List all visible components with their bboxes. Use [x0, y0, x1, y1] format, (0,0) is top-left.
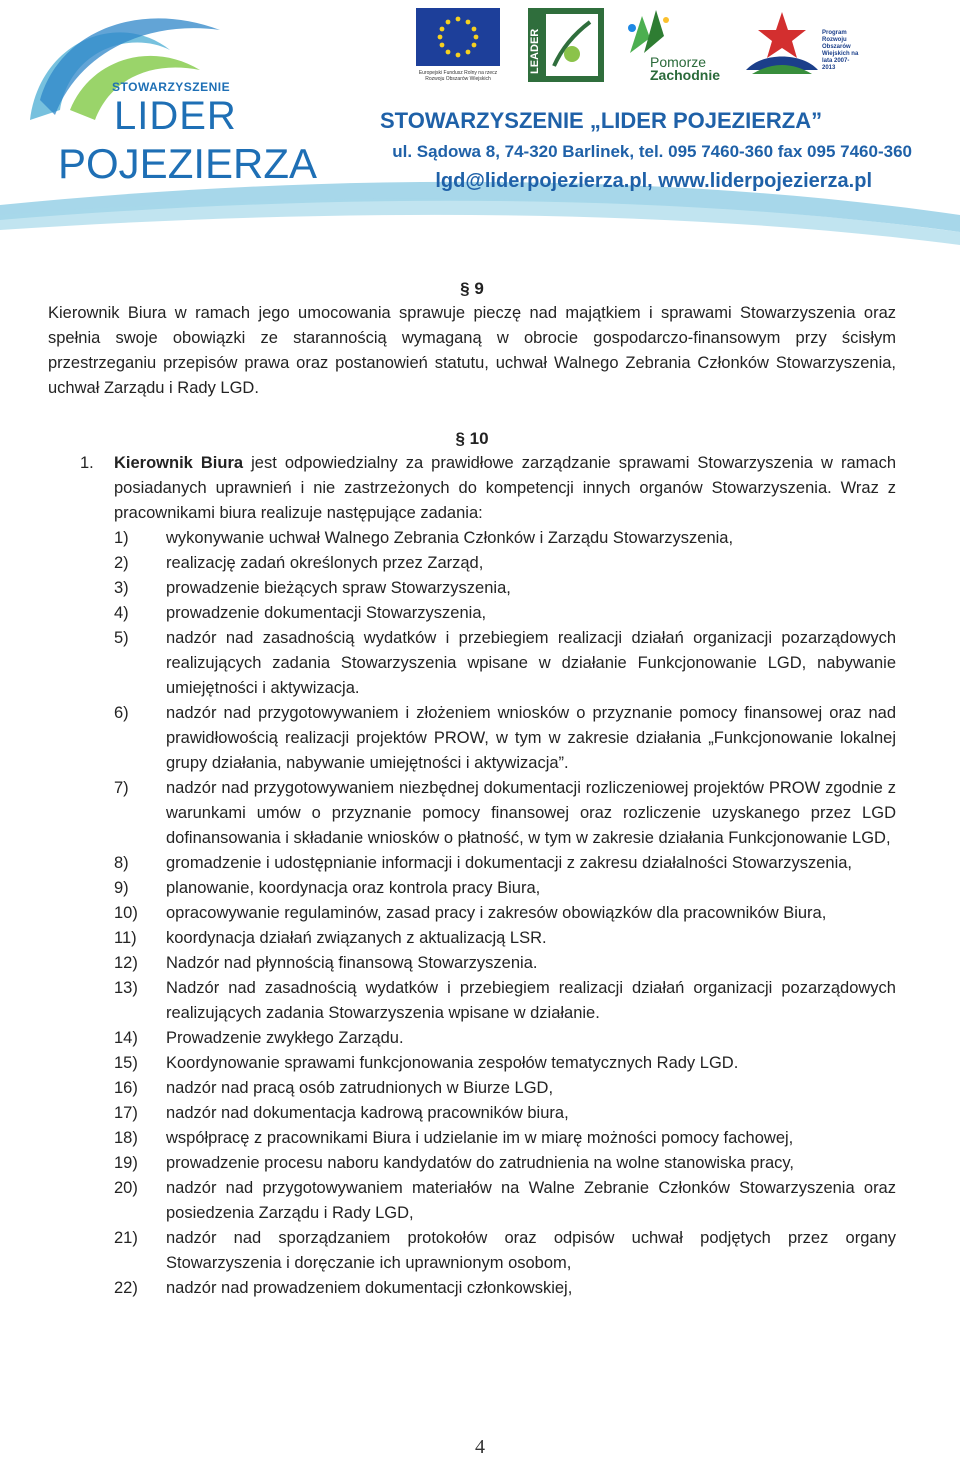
task-item: [48, 551, 896, 576]
eu-flag-icon: [416, 8, 500, 68]
pomorze-line-2: Zachodnie: [650, 67, 721, 83]
task-number: 11): [114, 929, 137, 947]
eu-fund-caption: Europejski Fundusz Rolny na rzecz Rozwoju Obszarów Wiejskich: [418, 70, 498, 82]
section-9-heading: § 9: [460, 279, 484, 298]
task-text: Koordynowanie sprawami funkcjonowania zespołów tematycznych Rady LGD.: [166, 1054, 739, 1072]
task-item: [48, 626, 896, 701]
section-9-paragraph: Kierownik Biura w ramach jego umocowania sprawuje pieczę nad majątkiem i sprawami Stowarzyszenia oraz spełnia swoje obowiązki ze starannością wymaganą w obrocie gospodarczo-finansowym przy ścisłym przestrzeganiu przepisów prawa oraz postanowień statutu, uchwał Walnego Zebrania Członków Stowarzyszenia, uchwał Zarządu i Rady LGD.: [48, 304, 896, 397]
task-item: [48, 776, 896, 851]
task-item: [48, 1226, 896, 1276]
task-item: [48, 1126, 896, 1151]
task-number: 9): [114, 879, 129, 897]
task-item: [48, 851, 896, 876]
task-number: 7): [114, 779, 129, 797]
point-text: jest odpowiedzialny za prawidłowe zarządzanie sprawami Stowarzyszenia w ramach posiadanych uprawnień i nie zastrzeżonych do kompetencji innych organów Stowarzyszenia. Wraz z pracownikami biura realizuje następujące zadania:: [114, 454, 896, 522]
task-text: nadzór nad prowadzeniem dokumentacji członkowskiej,: [166, 1279, 573, 1297]
task-item: [48, 876, 896, 901]
organization-name: STOWARZYSZENIE „LIDER POJEZIERZA”: [380, 108, 823, 133]
pomorze-line-1: Pomorze: [650, 54, 707, 70]
logo-small-text: STOWARZYSZENIE: [112, 80, 231, 94]
task-number: 21): [114, 1229, 138, 1247]
task-text: wykonywanie uchwał Walnego Zebrania Członków i Zarządu Stowarzyszenia,: [166, 529, 734, 547]
leader-label: LEADER: [529, 28, 541, 74]
leader-logo-icon: [528, 8, 604, 82]
task-number: 8): [114, 854, 129, 872]
task-text: nadzór nad dokumentacja kadrową pracowników biura,: [166, 1104, 569, 1122]
task-item: [48, 701, 896, 776]
prow-caption: Program Rozwoju Obszarów Wiejskich na lata 2007-2013: [822, 30, 859, 71]
task-text: prowadzenie dokumentacji Stowarzyszenia,: [166, 604, 487, 622]
paragraph-spacer: [48, 401, 896, 426]
task-item: [48, 601, 896, 626]
task-text: nadzór nad przygotowywaniem niezbędnej dokumentacji rozliczeniowej projektów PROW zgodnie z warunkami umów o przyznanie pomocy finansowej oraz rozliczenie uzyskanego przez LGD dofinansowania i składanie wniosków o płatność, w tym w zakresie działania Funkcjonowanie LGD,: [166, 779, 896, 847]
task-number: 12): [114, 954, 138, 972]
task-text: Nadzór nad zasadnością wydatków i przebiegiem realizacji działań organizacji pozarządowych realizujących zadania Stowarzyszenia wpisane w działanie.: [166, 979, 896, 1022]
section-10-point-1: [48, 451, 896, 526]
task-number: 14): [114, 1029, 138, 1047]
task-item: [48, 1051, 896, 1076]
task-item: [48, 526, 896, 551]
task-item: [48, 901, 896, 926]
point-subject: Kierownik Biura: [114, 454, 244, 472]
task-number: 4): [114, 604, 129, 622]
task-number: 20): [114, 1179, 138, 1197]
task-text: realizację zadań określonych przez Zarząd,: [166, 554, 484, 572]
task-text: nadzór nad sporządzaniem protokołów oraz odpisów uchwał podjętych przez organy Stowarzyszenia i doręczanie ich uprawnionym osobom,: [166, 1229, 896, 1272]
task-number: 18): [114, 1129, 138, 1147]
organization-contact: lgd@liderpojezierza.pl, www.liderpojezierza.pl: [435, 170, 872, 192]
logo-lider-text: LIDER: [114, 94, 237, 138]
task-item: [48, 576, 896, 601]
task-number: 5): [114, 629, 129, 647]
task-text: opracowywanie regulaminów, zasad pracy i zakresów obowiązków dla pracowników Biura,: [166, 904, 827, 922]
document-body: [48, 276, 896, 1301]
letterhead: [0, 0, 960, 250]
task-number: 10): [114, 904, 138, 922]
task-number: 3): [114, 579, 129, 597]
task-text: planowanie, koordynacja oraz kontrola pracy Biura,: [166, 879, 541, 897]
task-item: [48, 976, 896, 1026]
logo-pojezierza-text: POJEZIERZA: [58, 140, 318, 187]
task-item: [48, 951, 896, 976]
task-text: współpracę z pracownikami Biura i udzielanie im w miarę możności pomocy fachowej,: [166, 1129, 794, 1147]
task-number: 6): [114, 704, 129, 722]
section-10-heading: § 10: [455, 429, 489, 448]
task-text: nadzór nad przygotowywaniem i złożeniem wniosków o przyznanie pomocy finansowej oraz nad prawidłowością realizacji projektów PROW, w tym w zakresie działania „Funkcjonowanie lokalnej grupy działania, nabywanie umiejętności i aktywizacja”.: [166, 704, 896, 772]
task-item: [48, 1076, 896, 1101]
task-text: nadzór nad pracą osób zatrudnionych w Biurze LGD,: [166, 1079, 554, 1097]
task-text: nadzór nad zasadnością wydatków i przebiegiem realizacji działań organizacji pozarządowych realizujących zadania Stowarzyszenia wpisane w działanie Funkcjonowanie LGD, nabywanie umiejętności i aktywizacja.: [166, 629, 896, 697]
task-text: prowadzenie procesu naboru kandydatów do zatrudnienia na wolne stanowiska pracy,: [166, 1154, 794, 1172]
organization-address: ul. Sądowa 8, 74-320 Barlinek, tel. 095 7460-360 fax 095 7460-360: [392, 142, 912, 161]
task-text: prowadzenie bieżących spraw Stowarzyszenia,: [166, 579, 511, 597]
prow-logo-icon: [742, 8, 822, 80]
task-number: 1): [114, 529, 129, 547]
task-list: [48, 526, 896, 1301]
task-number: 15): [114, 1054, 138, 1072]
task-item: [48, 1101, 896, 1126]
page-number: 4: [475, 1436, 485, 1458]
task-item: [48, 926, 896, 951]
task-number: 22): [114, 1279, 138, 1297]
point-number: 1.: [80, 454, 94, 472]
task-text: Prowadzenie zwykłego Zarządu.: [166, 1029, 404, 1047]
pomorze-zachodnie-caption: [650, 56, 720, 82]
task-text: Nadzór nad płynnością finansową Stowarzyszenia.: [166, 954, 538, 972]
task-number: 16): [114, 1079, 138, 1097]
task-number: 2): [114, 554, 129, 572]
task-item: [48, 1276, 896, 1301]
task-number: 19): [114, 1154, 138, 1172]
task-item: [48, 1026, 896, 1051]
task-text: gromadzenie i udostępnianie informacji i dokumentacji z zakresu działalności Stowarzyszenia,: [166, 854, 853, 872]
task-item: [48, 1151, 896, 1176]
task-text: koordynacja działań związanych z aktualizacją LSR.: [166, 929, 547, 947]
task-number: 13): [114, 979, 138, 997]
task-item: [48, 1176, 896, 1226]
task-text: nadzór nad przygotowywaniem materiałów na Walne Zebranie Członków Stowarzyszenia oraz posiedzenia Zarządu i Rady LGD,: [166, 1179, 896, 1222]
task-number: 17): [114, 1104, 138, 1122]
pomorze-zachodnie-logo-icon: [620, 8, 730, 58]
